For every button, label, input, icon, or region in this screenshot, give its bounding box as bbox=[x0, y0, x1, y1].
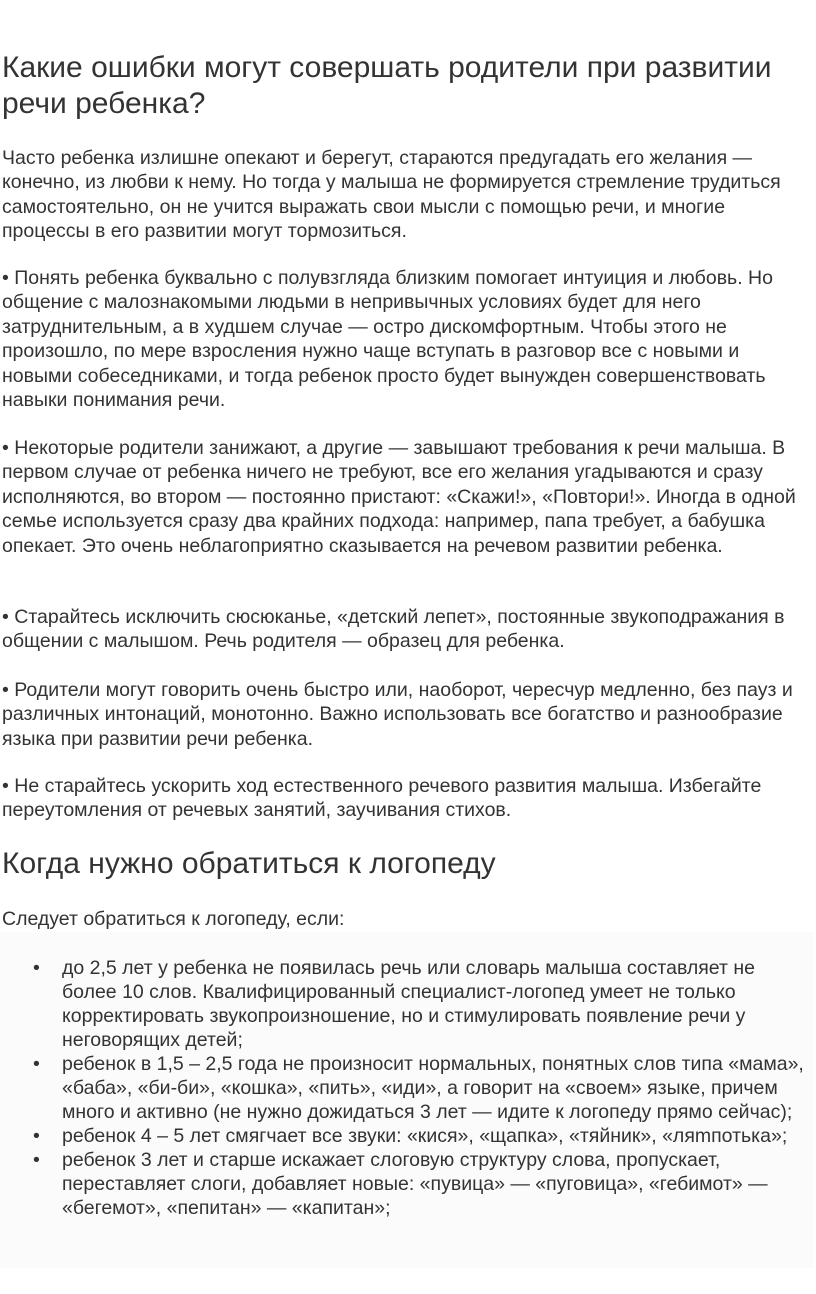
section-heading-speech-therapist: Когда нужно обратиться к логопеду bbox=[2, 847, 496, 880]
paragraph-intonation: • Родители могут говорить очень быстро или, наоборот, чересчур медленно, без пауз и различных интонаций, монотонно. Важно использовать все богатство и разнообразие языка при развитии речи ребенка. bbox=[2, 679, 793, 750]
list-item-text: ребенок 4 – 5 лет смягчает все звуки: «кися», «щапка», «тяйник», «ляmпотька»; bbox=[62, 1125, 788, 1147]
section-intro: Следует обратиться к логопеду, если: bbox=[2, 908, 345, 930]
reasons-list bbox=[0, 956, 814, 1220]
bullet-marker: • bbox=[33, 1053, 40, 1075]
bullet-marker: • bbox=[33, 1149, 40, 1171]
list-item bbox=[0, 956, 814, 1052]
list-item-text: ребенок 3 лет и старше искажает слоговую структуру слова, пропускает, переставляет слоги, добавляет новые: «пувица» — «пуговица», «гебимот» — «бегемот», «пепитан» — «капитан»; bbox=[62, 1149, 768, 1219]
bullet-marker: • bbox=[33, 957, 40, 979]
paragraph-babytalk: • Старайтесь исключить сюсюканье, «детский лепет», постоянные звукоподражания в общении с малышом. Речь родителя — образец для ребенка. bbox=[2, 606, 785, 653]
paragraph-overload: • Не старайтесь ускорить ход естественного речевого развития малыша. Избегайте переутомления от речевых занятий, заучивания стихов. bbox=[2, 775, 762, 822]
list-item-text: ребенок в 1,5 – 2,5 года не произносит нормальных, понятных слов типа «мама», «баба», «би-би», «кошка», «пить», «иди», а говорит на «своем» языке, причем много и активно (не нужно дожидаться 3 лет — идите к логопеду прямо сейчас); bbox=[62, 1053, 804, 1123]
list-item-text: до 2,5 лет у ребенка не появилась речь или словарь малыша составляет не более 10 слов. Квалифицированный специалист-логопед умеет не только корректировать звукопроизношение, но и стимулировать появление речи у неговорящих детей; bbox=[62, 957, 755, 1051]
paragraph-requirements: • Некоторые родители занижают, а другие — завышают требования к речи малыша. В первом случае от ребенка ничего не требуют, все его желания угадываются и сразу исполняются, во втором — постоянно пристают: «Скажи!», «Повтори!». Иногда в одной семье используется сразу два крайних подхода: например, папа требует, а бабушка опекает. Это очень неблагоприятно сказывается на речевом развитии ребенка. bbox=[2, 437, 796, 557]
paragraph-intro: Часто ребенка излишне опекают и берегут, стараются предугадать его желания — конечно, из любви к нему. Но тогда у малыша не формируется стремление трудиться самостоятельно, он не учится выражать свои мысли с помощью речи, и многие процессы в его развитии могут тормозиться. bbox=[2, 147, 781, 243]
list-item bbox=[0, 1124, 814, 1148]
list-item bbox=[0, 1148, 814, 1220]
article-title: Какие ошибки могут совершать родители при развитии речи ребенка? bbox=[2, 51, 772, 120]
list-item bbox=[0, 1052, 814, 1124]
bullet-marker: • bbox=[33, 1125, 40, 1147]
paragraph-understanding: • Понять ребенка буквально с полувзгляда близким помогает интуиция и любовь. Но общение с малознакомыми людьми в непривычных условиях будет для него затруднительным, а в худшем случае — остро дискомфортным. Чтобы этого не произошло, по мере взросления нужно чаще вступать в разговор все с новыми и новыми собеседниками, и тогда ребенок просто будет вынужден совершенствовать навыки понимания речи. bbox=[2, 267, 773, 412]
